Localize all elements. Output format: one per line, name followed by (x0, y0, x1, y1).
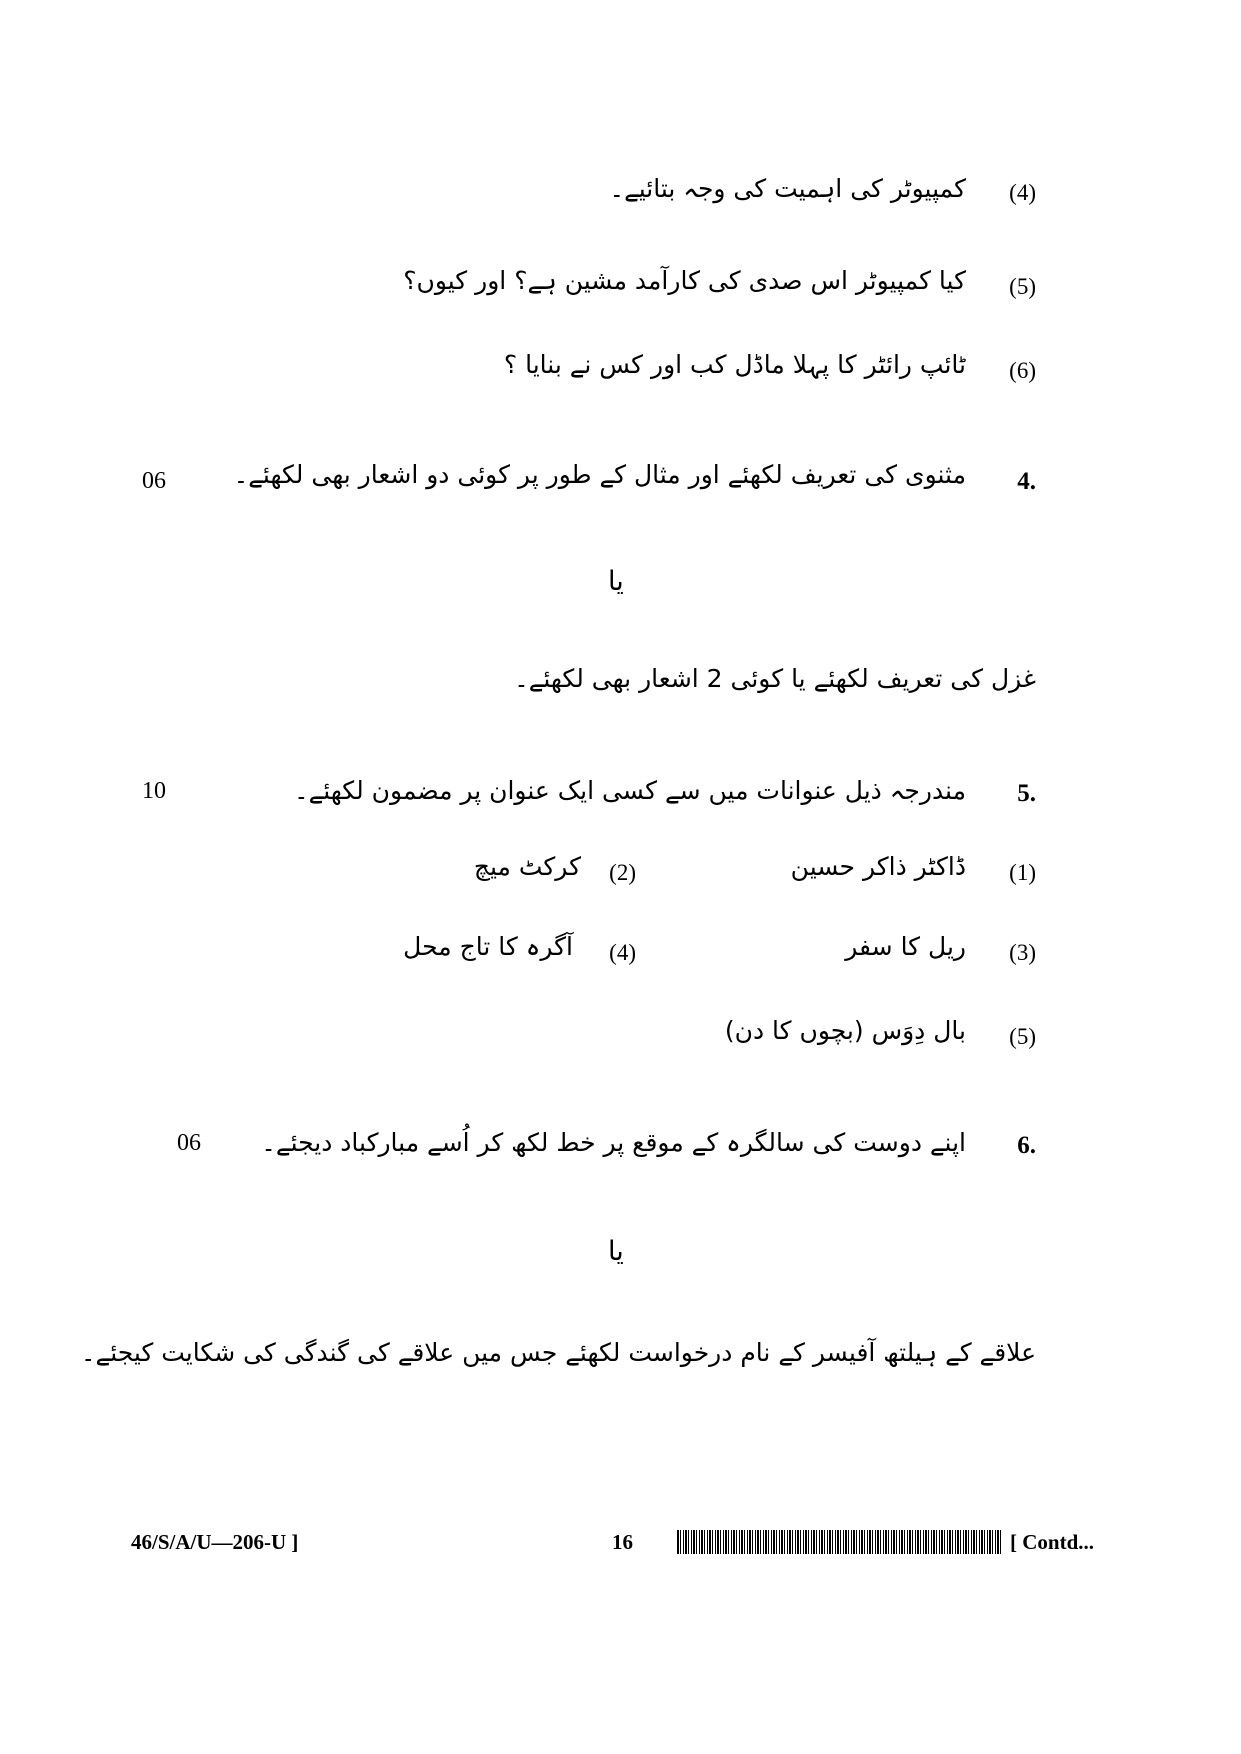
q5-marks: 10 (142, 778, 166, 804)
item-4-number: (4) (1009, 180, 1036, 205)
barcode (677, 1530, 1002, 1554)
page-number: 16 (612, 1530, 633, 1554)
q4-or: یا (608, 566, 624, 597)
q5-option-4-text: آگرہ کا تاج محل (403, 932, 573, 961)
item-4-text: کمپیوٹر کی اہمیت کی وجہ بتائیے۔ (609, 174, 966, 203)
q6-number: 6. (1017, 1132, 1036, 1159)
q4-alternative: غزل کی تعریف لکھئے یا کوئی 2 اشعار بھی لکھئے۔ (514, 664, 1036, 693)
q6-alternative: علاقے کے ہیلتھ آفیسر کے نام درخواست لکھئے جس میں علاقے کی گندگی کی شکایت کیجئے۔ (80, 1338, 1036, 1367)
item-6-text: ٹائپ رائٹر کا پہلا ماڈل کب اور کس نے بنایا ؟ (503, 350, 966, 379)
q5-option-2-text: کرکٹ میچ (473, 852, 581, 881)
item-6-number: (6) (1009, 358, 1036, 383)
q5-text: مندرجہ ذیل عنوانات میں سے کسی ایک عنوان پر مضمون لکھئے۔ (293, 776, 966, 805)
q5-option-4-number: (4) (609, 940, 636, 965)
q4-text: مثنوی کی تعریف لکھئے اور مثال کے طور پر کوئی دو اشعار بھی لکھئے۔ (233, 460, 966, 489)
q4-number: 4. (1017, 468, 1036, 495)
q5-option-2-number: (2) (609, 860, 636, 885)
q5-option-1-text: ڈاکٹر ذاکر حسین (790, 852, 966, 881)
q5-option-3-text: ریل کا سفر (845, 932, 966, 961)
q6-text: اپنے دوست کی سالگرہ کے موقع پر خط لکھ کر اُسے مبارکباد دیجئے۔ (261, 1128, 966, 1157)
q6-marks: 06 (177, 1130, 201, 1156)
q5-option-5-number: (5) (1009, 1024, 1036, 1049)
q4-marks: 06 (142, 468, 166, 494)
continued-label: [ Contd... (1010, 1530, 1095, 1554)
q5-option-5-text: بال دِوَس (بچوں کا دن) (724, 1016, 966, 1045)
paper-code: 46/S/A/U—206-U ] (131, 1530, 299, 1554)
q5-number: 5. (1017, 780, 1036, 807)
q5-option-3-number: (3) (1009, 940, 1036, 965)
q6-or: یا (608, 1236, 624, 1267)
q5-option-1-number: (1) (1009, 860, 1036, 885)
item-5-number: (5) (1009, 274, 1036, 299)
item-5-text: کیا کمپیوٹر اس صدی کی کارآمد مشین ہے؟ اور کیوں؟ (403, 266, 966, 295)
